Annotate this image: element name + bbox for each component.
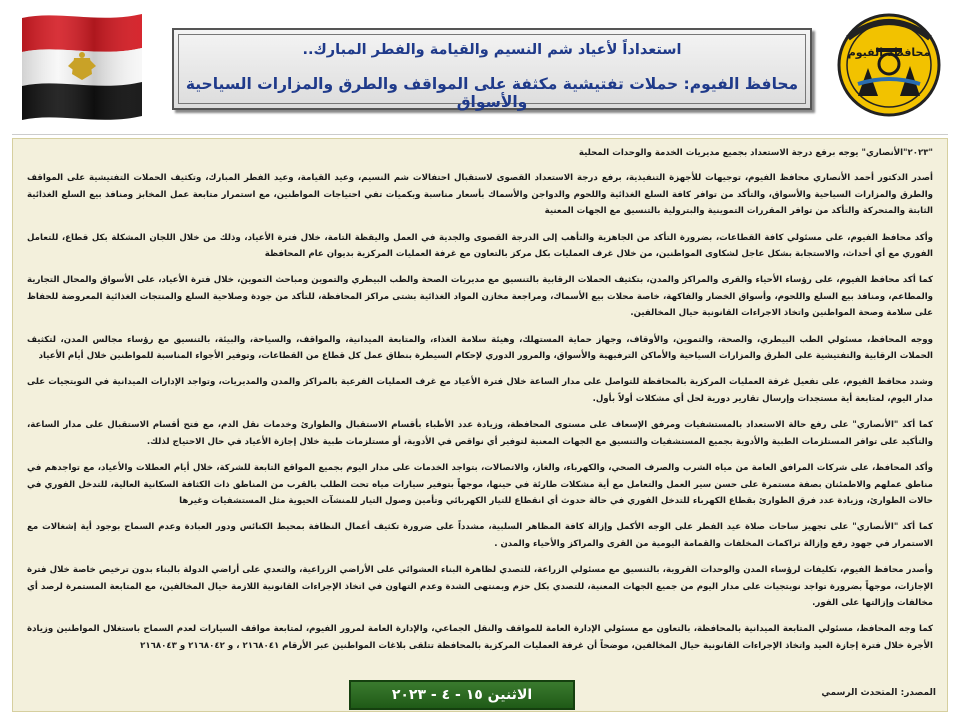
article-body [12,138,948,712]
paragraph: كما أكد محافظ الفيوم، على رؤساء الأحياء والقرى والمراكز والمدن، بتكثيف الحملات الرقابية بالتنسيق مع مديريات الصحة والطب البيطري والتموين ومباحث التموين، خلال فترة الأعياد، على الأسواق والمحال التجارية والمطاعم، ومنافذ بيع السلع واللحوم، وأسواق الخضار والفاكهة، خاصة محلات بيع الأسماك، ومراجعة مخازن المواد الغذائية بشتى مراكز المحافظة، للتأكد من جودة وصلاحية السلع والمنتجات الغذائية المعروضة للحفاظ على سلامة وصحة المواطنين واتخاذ الاجراءات القانونية حيال المخالفين. [27,275,933,319]
paragraph: وشدد محافظ الفيوم، على تفعيل غرفة العمليات المركزية بالمحافظة للتواصل على مدار الساعة خلال فترة الأعياد مع غرف العمليات الفرعية بالمراكز والمدن والمديريات، وتواجد الإدارات الميدانية في النوبتجيات على مدار اليوم، لمتابعة أية مستجدات وإرسال تقارير دورية لحل أي مشكلات أولاً بأول. [27,377,933,404]
source-credit: المصدر: المتحدث الرسمي [821,688,936,698]
paragraph: وأكد محافظ الفيوم، على مسئولي كافة القطاعات، بضرورة التأكد من الجاهزية والتأهب إلى الدرجة القصوى والجدية في العمل واليقظة التامة، خلال فترة الأعياد، وذلك من خلال اللجان المشكلة بكل قطاع، للتعامل الفوري مع أي أحداث، والاستجابة بشكل عاجل لشكاوى المواطنين، من خلال غرف العمليات بكل مركز بالتعاون مع غرفة العمليات المركزية بديوان عام المحافظة [27,232,933,260]
paragraph: "٢٠٢٣"الأنصاري" يوجه برفع درجة الاستعداد بجميع مديريات الخدمة والوحدات المحلية [578,148,933,158]
headline-line-2: محافظ الفيوم: حملات تفتيشية مكثفة على المواقف والطرق والمزارات السياحية والأسواق [185,75,799,111]
paragraph: وأكد المحافظ، على شركات المرافق العامة من مياه الشرب والصرف الصحي، والكهرباء، والغاز، والاتصالات، بتواجد الخدمات على مدار اليوم بجميع المواقع التابعة للشركة، خلال أيام العطلات والأعياد، مع تواجدهم في مناطق عملهم والاطمئنان بصفة مستمرة على حسن سير العمل والتعامل مع أية مشكلات طارئة في حينها، موجهاً بتوفير سيارات مياه تحت الطلب بالقرب من المناطق ذات الكثافة السكانية العالية، للتدخل الفوري في حالات الطوارئ، وزيادة عدد فرق الطوارئ بقطاع الكهرباء للتدخل الفوري في حالة حدوث أي انقطاع للتيار الكهربائي وتأمين وصول التيار للمنشآت الحيوية مثل المستشفيات وغيرها [27,463,933,506]
divider [12,134,948,135]
headline-box [172,28,812,110]
paragraph: أصدر الدكتور أحمد الأنصاري محافظ الفيوم، توجيهات للأجهزة التنفيذية، برفع درجة الاستعداد القصوى لاستقبال احتفالات شم النسيم، وعيد القيامة، وعيد الفطر المبارك، وتكثيف الحملات التفتيشية على المواقف والطرق والمزارات السياحية والأسواق، والتأكد من توافر كافة السلع الغذائية واللحوم والدواجن والأسماك بأسعار مناسبة وبكميات تفي احتياجات المواطنين، مع استمرار متابعة عمل المخابز ومنافذ بيع السلع الغذائية الثابتة والمتحركة والتأكد من توافر المقررات التموينية والبترولية بالتنسيق مع الجهات المعنية [27,173,933,217]
fayoum-governorate-logo [828,6,950,124]
paragraph: وأصدر محافظ الفيوم، تكليفات لرؤساء المدن والوحدات القروية، بالتنسيق مع مسئولي الزراعة، للتصدي لظاهرة البناء العشوائي على الأراضي الزراعية، والتعدي على أراضي الدولة بالبناء بدون ترخيص خاصة خلال فترة الإجازات، موجهاً بضرورة تواجد نوبتجيات على مدار اليوم من جميع الجهات المعنية، للتصدي بكل حزم وبمنتهى الشدة وعدم التهاون في اتخاذ الإجراءات القانونية اللازمة حيال المخالفين، مع المتابعة المستمرة لرصد أي مخالفات وإزالتها على الفور. [27,565,933,608]
paragraph: ووجه المحافظ، مسئولي الطب البيطري، والصحة، والتموين، والأوقاف، وجهاز حماية المستهلك، وهيئة سلامة الغذاء، والمتابعة الميدانية، والمواقف، والسياحة، والبيئة، بالتنسيق مع رؤساء مجالس المدن، لتكثيف الحملات الرقابية والتفتيشية على الطرق والمزارات السياحية والأماكن الترفيهية والأسواق، والمرور الدوري لإحكام السيطرة بنطاق عمل كل قطاع من القطاعات، وتوفير الأجواء المناسبة للمواطنين خلال أيام الأعياد [27,334,933,362]
egypt-flag-image [18,10,146,122]
paragraph: كما وجه المحافظ، مسئولي المتابعة الميدانية بالمحافظة، بالتعاون مع مسئولي الإدارة العامة للمواقف والنقل الجماعي، والإدارة العامة لمرور الفيوم، لمتابعة مواقف السيارات لعدم السماح باستغلال المواطنين وزيادة الأجرة خلال فترة إجازة العيد واتخاذ الإجراءات القانونية حيال المخالفين، موضحاً أن غرفة العمليات المركزية بالمحافظة تتلقى بلاغات المواطنين عبر الأرقام ٢١٦٨٠٤١ ، و ٢١٦٨٠٤٢ و ٢١٦٨٠٤٣ [27,624,933,651]
paragraph: كما أكد "الأنصاري" على رفع حالة الاستعداد بالمستشفيات ومرفق الإسعاف على مستوى المحافظة، وزيادة عدد الأطباء بأقسام الاستقبال والطوارئ وخدمات نقل الدم، مع فتح أقسام الاستقبال على مدار الساعة، والتأكيد على توافر المستلزمات الطبية والأدوية بجميع المستشفيات والتنسيق مع الجهات المعنية لتوفير أي نواقص في الأدوية، أو مستلزمات طبية خلال إجازة الأعياد في حال الاحتياج لذلك. [27,420,933,447]
date-badge: الاثنين ١٥ - ٤ - ٢٠٢٣ [349,680,575,710]
headline-line-1: استعداداً لأعياد شم النسيم والقيامة والفطر المبارك.. [302,42,682,58]
paragraph: كما أكد "الأنصاري" على تجهيز ساحات صلاة عيد الفطر على الوجه الأكمل وإزالة كافة المظاهر السلبية، مشدداً على ضرورة تكثيف أعمال النظافة بمحيط الكنائس ودور العبادة وعدم السماح بوجود أية إشغالات مع الاستمرار في جهود رفع وإزالة تراكمات المخلفات والقمامة اليومية من القرى والمراكز والأحياء والمدن . [27,522,933,549]
svg-text:محافظة الفيوم: محافظة الفيوم [847,46,931,59]
article-content [27,145,933,664]
